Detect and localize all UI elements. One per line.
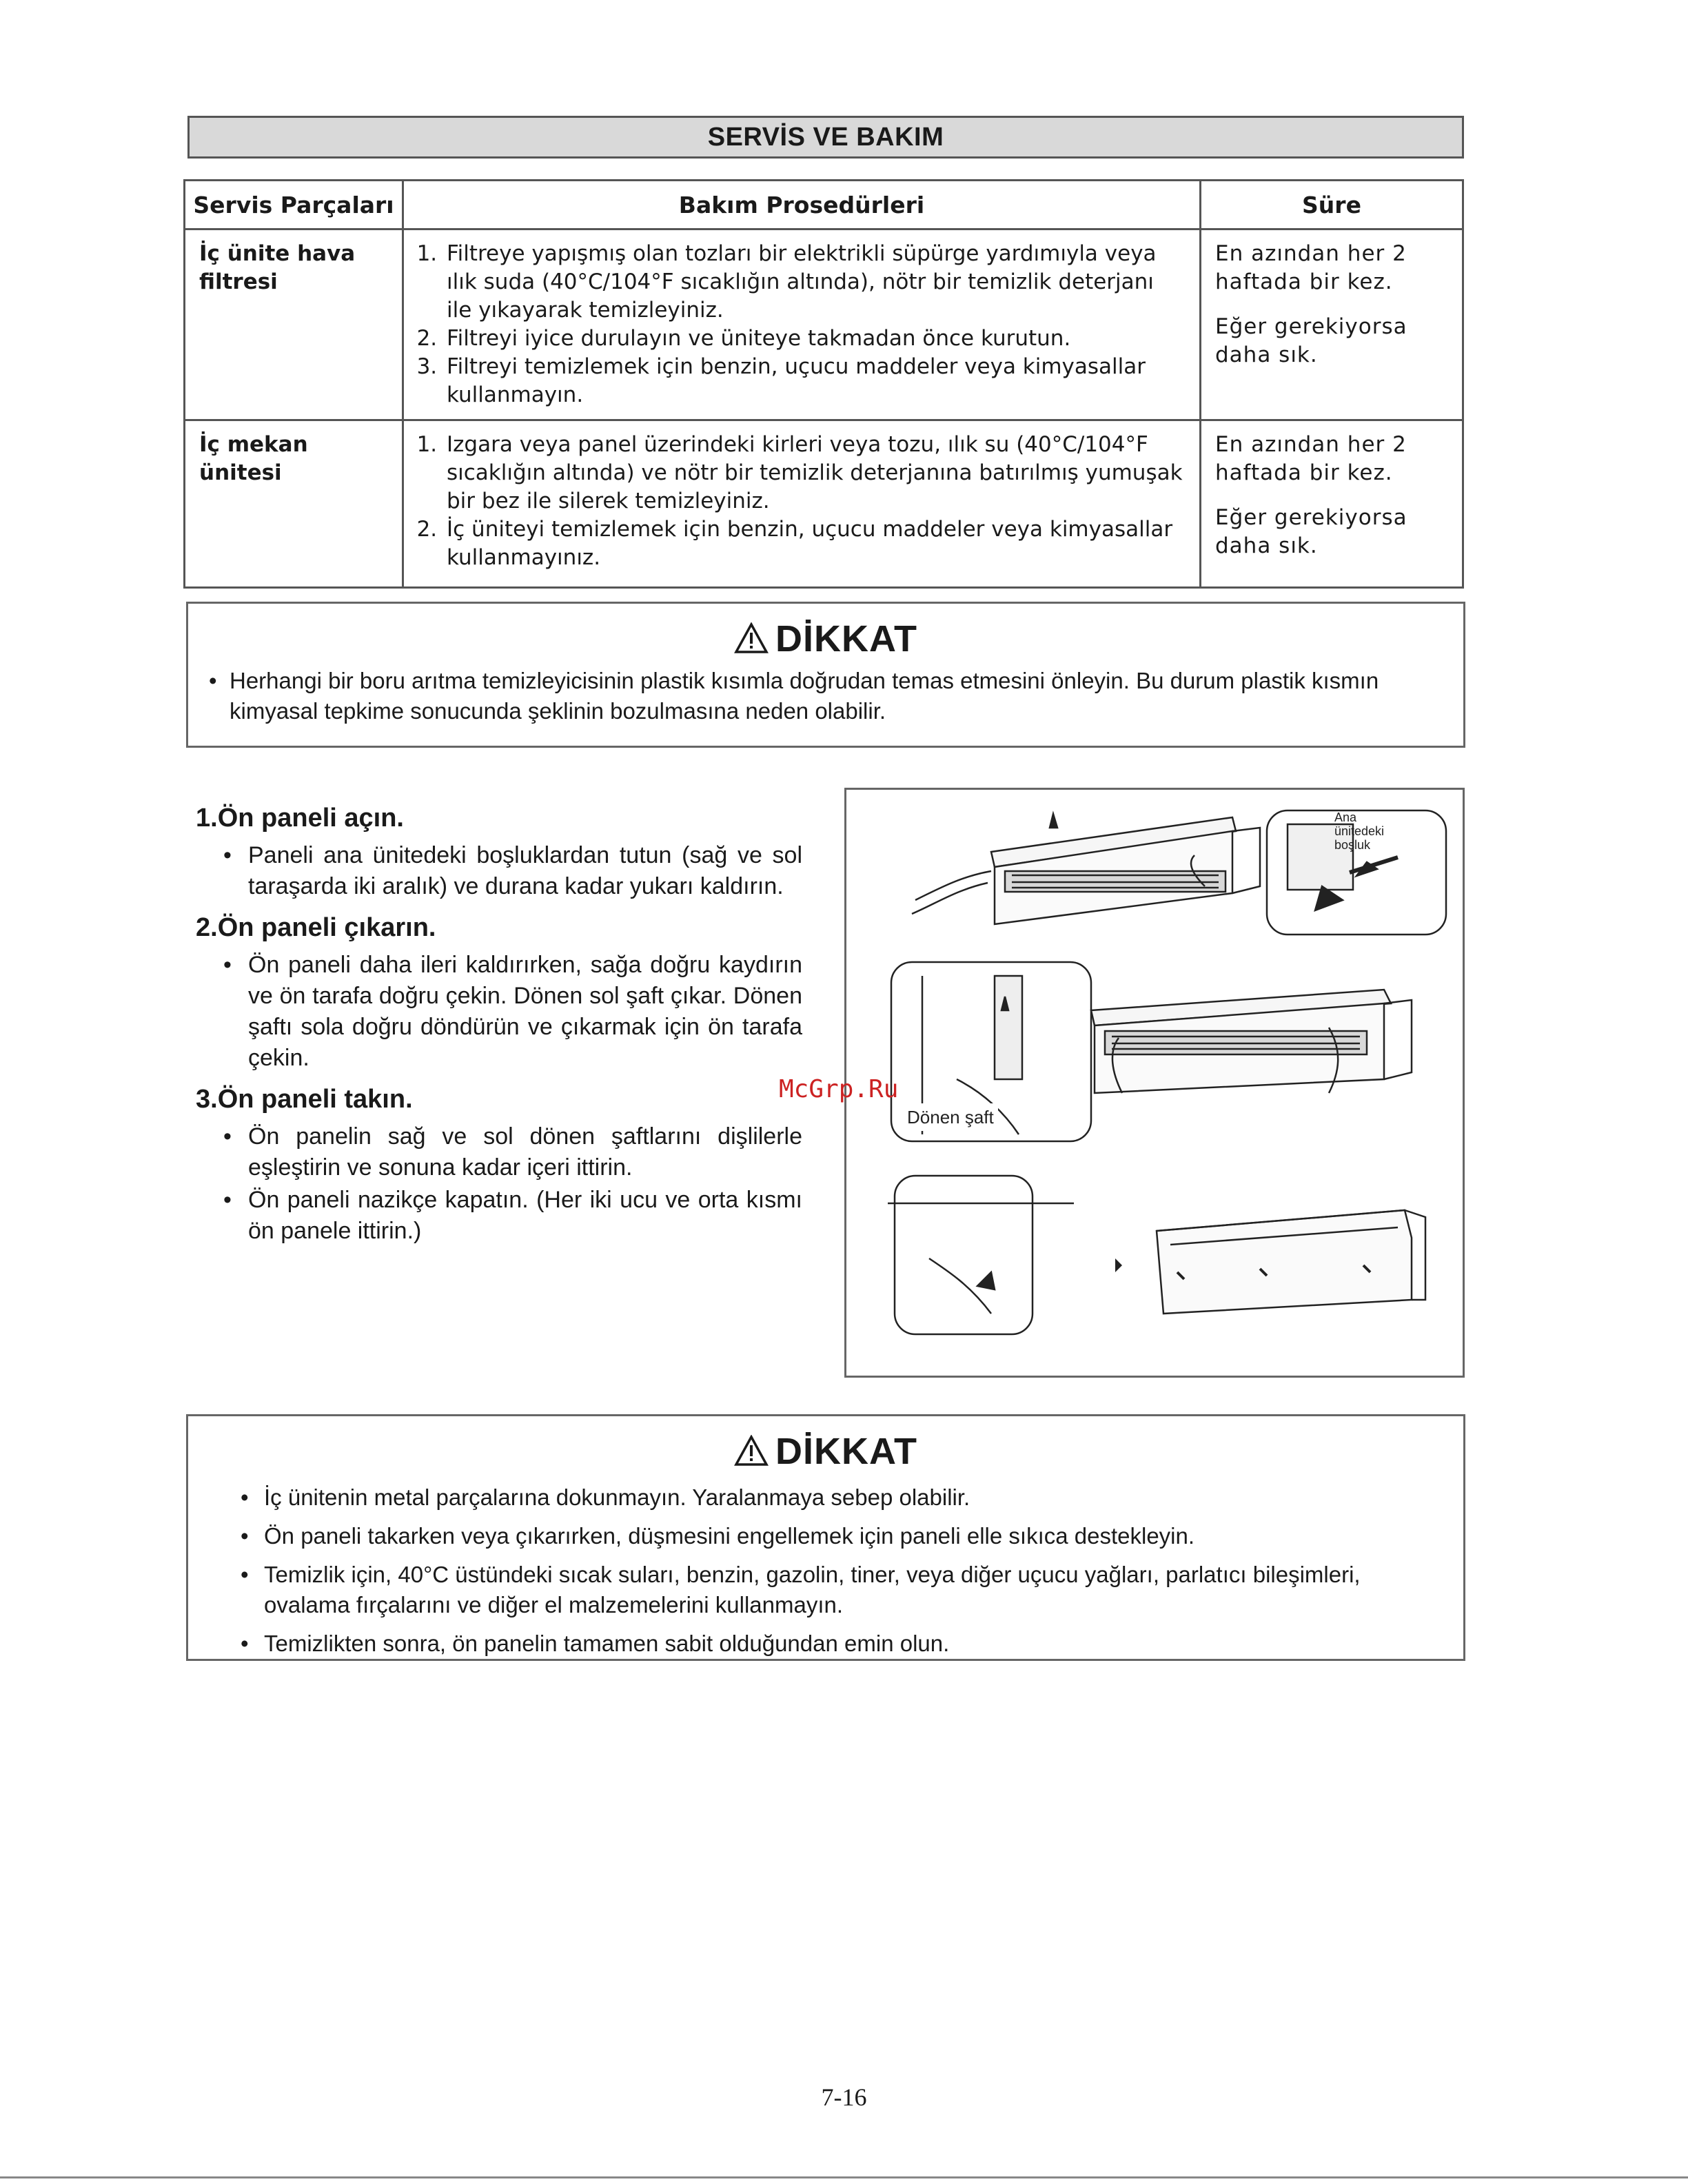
illustration-frame [844, 788, 1465, 1378]
duration-text: Eğer gerekiyorsa daha sık. [1215, 505, 1407, 558]
step-title: 1.Ön paneli açın. [196, 804, 404, 833]
step-bullet: • Paneli ana ünitedeki boşluklardan tutun (sağ ve sol taraşarda iki aralık) ve durana kadar yukarı kaldırın. [196, 840, 802, 902]
row-duration [1201, 420, 1463, 588]
caution-title: DİKKAT [775, 1431, 917, 1472]
warning-triangle-icon [734, 1435, 769, 1467]
caution-heading [188, 1430, 1463, 1473]
caution-item: • İç ünitenin metal parçalarına dokunmayın. Yaralanmaya sebep olabilir. [220, 1482, 1422, 1513]
row-procedures [403, 229, 1201, 420]
caution-item: • Ön paneli takarken veya çıkarırken, düşmesini engellemek için paneli elle sıkıca destekleyin. [220, 1521, 1422, 1551]
caution-item: • Herhangi bir boru arıtma temizleyicisinin plastik kısımla doğrudan temas etmesini önleyin. Bu durum plastik kısmın kimyasal tepkime sonucunda şeklinin bozulmasına neden olabilir. [188, 666, 1422, 726]
page-number: 7-16 [821, 2083, 867, 2111]
table-row [185, 229, 1463, 420]
caution-heading [188, 618, 1463, 660]
illustration-label: boşluk [1334, 838, 1371, 852]
row-part-name: İç mekan ünitesi [185, 420, 403, 588]
caution-box-1 [186, 602, 1465, 748]
step-bullet: • Ön panelin sağ ve sol dönen şaftlarını dişlilerle eşleştirin ve sonuna kadar içeri ittirin. [196, 1121, 802, 1183]
procedure-item: 2. İç üniteyi temizlemek için benzin, uçucu maddeler veya kimyasallar kullanmayınız. [444, 516, 1186, 572]
duration-text: En azından her 2 haftada bir kez. [1215, 432, 1407, 485]
column-header-procedures: Bakım Prosedürleri [403, 181, 1201, 229]
maintenance-table [183, 179, 1464, 589]
step-title: 3.Ön paneli takın. [196, 1085, 413, 1114]
caution-box-2 [186, 1414, 1465, 1661]
row-duration [1201, 229, 1463, 420]
duration-text: En azından her 2 haftada bir kez. [1215, 241, 1407, 294]
step-bullet: • Ön paneli nazikçe kapatın. (Her iki ucu ve orta kısmı ön panele ittirin.) [196, 1185, 802, 1247]
duration-text: Eğer gerekiyorsa daha sık. [1215, 314, 1407, 367]
air-conditioner-illustration [846, 790, 1463, 1376]
warning-triangle-icon [734, 622, 769, 654]
procedure-item: 1. Izgara veya panel üzerindeki kirleri veya tozu, ılık su (40°C/104°F sıcaklığın altında) ve nötr bir temizlik deterjanına batırılmış yumuşak bir bez ile silerek temizleyiniz. [444, 431, 1186, 516]
procedure-item: 1. Filtreye yapışmış olan tozları bir elektrikli süpürge yardımıyla veya ılık suda (40°C/104°F sıcaklığın altında), nötr bir temizlik deterjanı ile yıkayarak temizleyiniz. [444, 240, 1186, 325]
caution-title: DİKKAT [775, 618, 917, 660]
row-part-name: İç ünite hava filtresi [185, 229, 403, 420]
illustration-label: Ana [1334, 810, 1357, 824]
caution-item: • Temizlikten sonra, ön panelin tamamen sabit olduğundan emin olun. [220, 1629, 1422, 1659]
procedure-item: 3. Filtreyi temizlemek için benzin, uçucu maddeler veya kimyasallar kullanmayın. [444, 353, 1186, 409]
watermark: McGrp.Ru [779, 1075, 899, 1103]
step-title: 2.Ön paneli çıkarın. [196, 913, 436, 942]
column-header-duration: Süre [1201, 181, 1463, 229]
row-procedures [403, 420, 1201, 588]
steps-section [196, 804, 802, 1258]
rotating-shaft-label: Dönen şaft [907, 1107, 994, 1127]
table-header-row [185, 181, 1463, 229]
column-header-parts: Servis Parçaları [185, 181, 403, 229]
section-title: SERVİS VE BAKIM [187, 116, 1464, 159]
table-row [185, 420, 1463, 588]
step-bullet: • Ön paneli daha ileri kaldırırken, sağa doğru kaydırın ve ön tarafa doğru çekin. Dönen sol şaft çıkar. Dönen şaftı sola doğru döndürün ve çıkarmak için ön tarafa çekin. [196, 950, 802, 1074]
illustration-label: ünitedeki [1334, 824, 1385, 838]
procedure-item: 2. Filtreyi iyice durulayın ve üniteye takmadan önce kurutun. [444, 325, 1186, 353]
caution-item: • Temizlik için, 40°C üstündeki sıcak suları, benzin, gazolin, tiner, veya diğer uçucu yağları, parlatıcı bileşimleri, ovalama fırçalarını ve diğer el malzemelerini kullanmayın. [220, 1560, 1422, 1620]
bottom-rule [0, 2176, 1688, 2178]
